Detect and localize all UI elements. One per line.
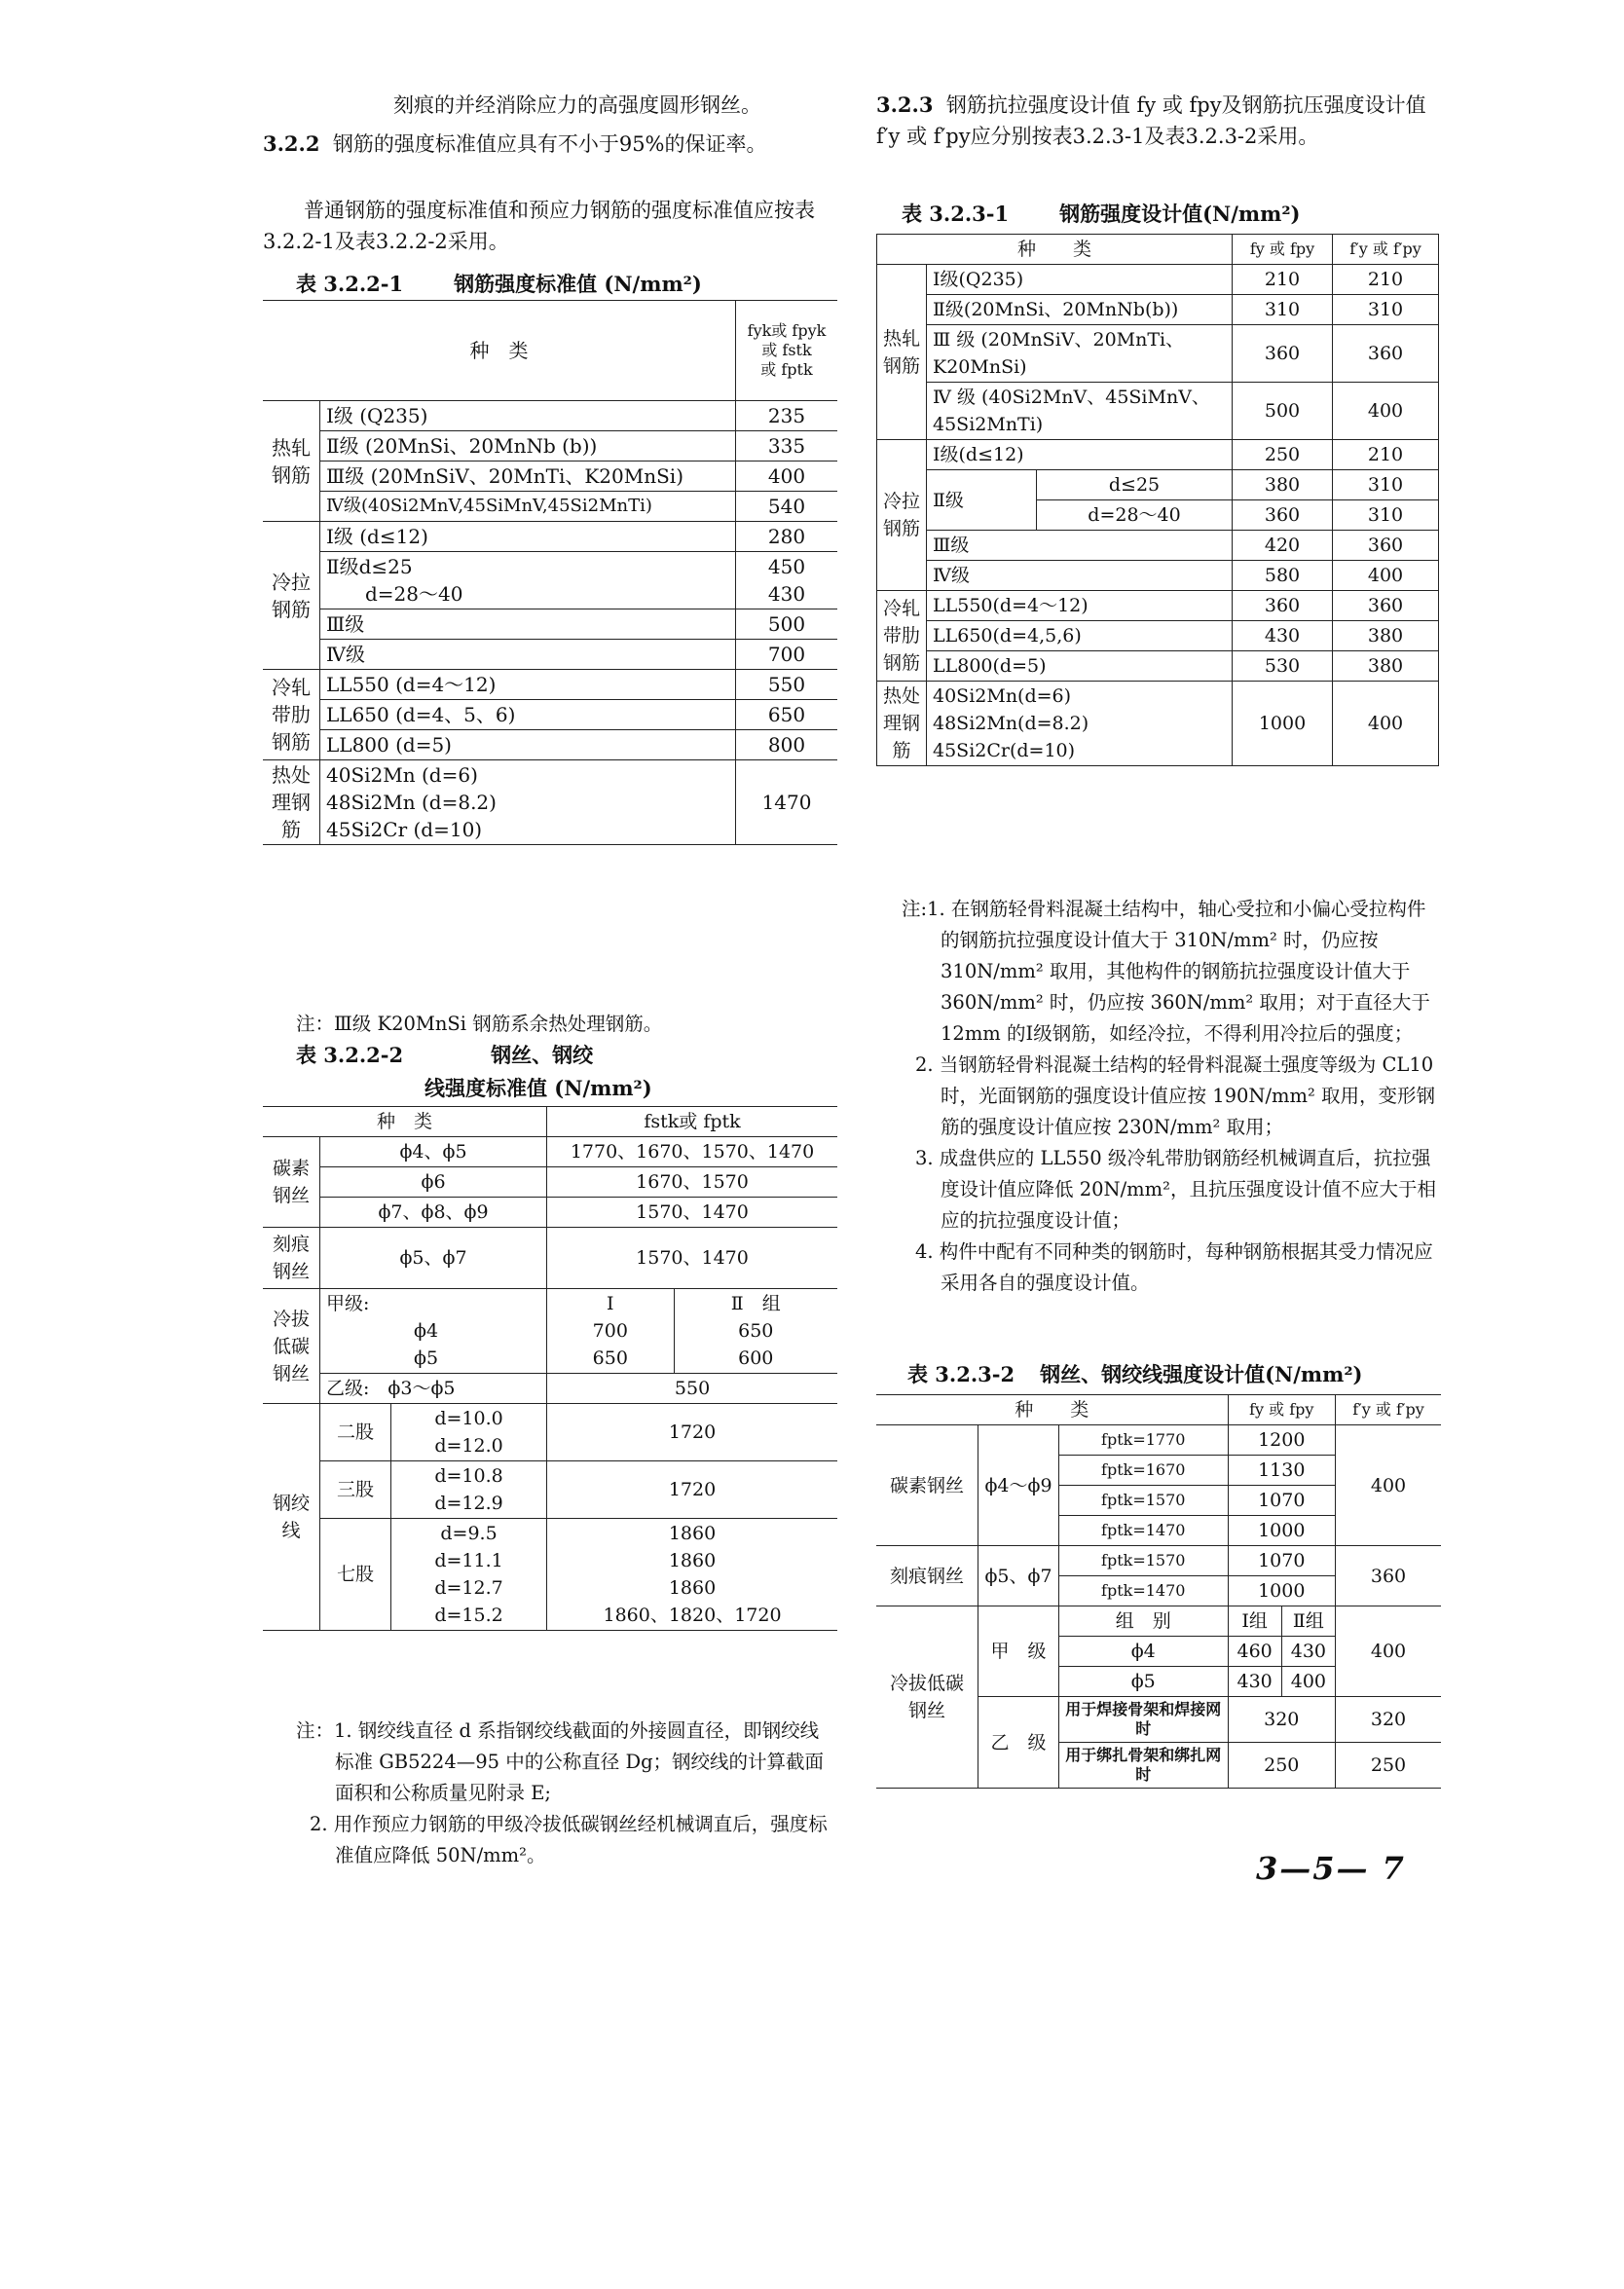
table-row	[263, 670, 837, 700]
table-row	[263, 1167, 837, 1198]
cell-diameter	[391, 1519, 547, 1631]
cell-group-2: Ⅱ组	[1281, 1606, 1335, 1637]
cell-value: 250	[1336, 1743, 1442, 1789]
cell-fptk: fptk=1570	[1059, 1486, 1229, 1516]
group-label: 冷轧带肋钢筋	[263, 670, 320, 760]
cell-value-line: 600	[738, 1348, 774, 1369]
cell-value: 540	[736, 492, 838, 522]
cell-type: ϕ6	[320, 1167, 547, 1198]
cell-type: 七股	[320, 1519, 391, 1631]
cell-value: 1070	[1228, 1546, 1336, 1576]
table-header-row	[263, 301, 837, 401]
cell-fptk: fptk=1570	[1059, 1546, 1229, 1576]
cell-line: d=11.1	[434, 1550, 503, 1571]
note-item: 2. 用作预应力钢筋的甲级冷拔低碳钢丝经机械调直后，强度标准值应降低 50N/mm²。	[310, 1813, 828, 1866]
table-number: 表 3.2.2-2	[296, 1043, 404, 1067]
cell-diameter	[391, 1461, 547, 1519]
cell-value: 1000	[1228, 1516, 1336, 1546]
cell-type-line: ϕ5	[414, 1348, 439, 1369]
cell-value: 430	[1281, 1637, 1335, 1667]
table-row	[877, 621, 1439, 651]
cell-line: d=12.0	[434, 1435, 503, 1457]
cell-value: 1770、1670、1570、1470	[547, 1137, 837, 1167]
note-item: 注：1. 钢绞线直径 d 系指钢绞线截面的外接圆直径，即钢绞线标准 GB5224—95 中的公称直径 Dg；钢绞线的计算截面面积和公称质量见附录 E;	[296, 1719, 825, 1804]
header-value	[736, 301, 838, 401]
cell-line: 1860、1820、1720	[603, 1605, 782, 1626]
cell-line: 1860	[668, 1523, 717, 1544]
cell-line: d=10.0	[434, 1408, 503, 1429]
cell-type: ϕ5、ϕ7	[320, 1228, 547, 1289]
page-number: 3—5— 7	[1256, 1850, 1406, 1887]
cell-value: 400	[1333, 561, 1439, 591]
cell-type: Ⅳ级(40Si2MnV,45SiMnV,45Si2MnTi)	[320, 492, 736, 522]
header-fy-prime: f′y 或 f′py	[1336, 1395, 1442, 1425]
cell-type: Ⅰ级 (Q235)	[320, 401, 736, 431]
cell-value: 430	[1228, 1667, 1281, 1697]
cell-fptk: fptk=1770	[1059, 1425, 1229, 1456]
table-row	[877, 325, 1439, 383]
cell-value: 1000	[1233, 682, 1333, 766]
header-value-line: 或 fstk	[761, 341, 812, 359]
cell-diameter: ϕ4	[1059, 1637, 1229, 1667]
table-row	[263, 1198, 837, 1228]
table-row	[876, 1606, 1441, 1637]
header-type: 种 类	[263, 301, 736, 401]
cell-value: 360	[1233, 500, 1333, 531]
cell-type-line: 40Si2Mn (d=6)	[326, 763, 478, 787]
table-number: 表 3.2.2-1	[296, 272, 404, 296]
table-row	[877, 591, 1439, 621]
cell-value: 1570、1470	[547, 1228, 837, 1289]
table-caption-line2: 线强度标准值 (N/mm²)	[424, 1076, 652, 1100]
cell-line: d=15.2	[434, 1605, 503, 1626]
cell-value-line: 450	[767, 555, 806, 578]
cell-subtype: d=28～40	[1037, 500, 1233, 531]
table-row	[263, 1374, 837, 1404]
header-type: 种 类	[877, 235, 1233, 265]
cell-value: 1130	[1228, 1456, 1336, 1486]
table-3-2-3-2	[876, 1394, 1441, 1789]
table-row	[263, 431, 837, 461]
cell-value: 380	[1333, 621, 1439, 651]
paragraph: 普通钢筋的强度标准值和预应力钢筋的强度标准值应按表3.2.2-1及表3.2.2-2采用。	[263, 199, 815, 253]
cell-value-line: Ⅰ	[607, 1293, 614, 1314]
cell-value: 420	[1233, 531, 1333, 561]
cell-diameter: ϕ4～ϕ9	[978, 1425, 1059, 1546]
cell-line: d=10.8	[434, 1465, 503, 1487]
table-row	[876, 1425, 1441, 1456]
header-type: 种 类	[263, 1107, 547, 1137]
group-label: 热轧钢筋	[263, 401, 320, 522]
cell-type: Ⅲ级	[320, 609, 736, 640]
table-3-2-3-1	[876, 234, 1439, 766]
cell-type-line: Ⅱ级d≤25	[326, 555, 413, 578]
table-row	[263, 1137, 837, 1167]
cell-type: Ⅲ级 (20MnSiV、20MnTi、K20MnSi)	[320, 461, 736, 492]
table-caption	[296, 269, 702, 298]
table-title: 钢丝、钢绞线强度设计值(N/mm²)	[1040, 1362, 1363, 1386]
cell-type: Ⅳ 级 (40Si2MnV、45SiMnV、45Si2MnTi)	[927, 383, 1233, 440]
group-label: 冷拉钢筋	[877, 440, 927, 591]
cell-value: 1000	[1228, 1576, 1336, 1606]
cell-value	[547, 1289, 674, 1374]
cell-diameter: ϕ5、ϕ7	[978, 1546, 1059, 1606]
table-row	[877, 440, 1439, 470]
cell-grade: 甲 级	[978, 1606, 1059, 1697]
table-row	[877, 651, 1439, 682]
paragraph-line: 刻痕的并经消除应力的高强度圆形钢丝。	[393, 93, 761, 117]
cell-value: 460	[1228, 1637, 1281, 1667]
cell-usage: 用于绑扎骨架和绑扎网时	[1059, 1743, 1229, 1789]
header-value-line: fyk或 fpyk	[747, 321, 827, 340]
cell-value: 1670、1570	[547, 1167, 837, 1198]
cell-type-line: 45Si2Cr(d=10)	[933, 740, 1076, 761]
cell-value: 1470	[736, 760, 838, 845]
cell-grade: 乙 级	[978, 1697, 1059, 1789]
cell-type-line: 48Si2Mn(d=8.2)	[933, 713, 1089, 734]
cell-type: Ⅱ级 (20MnSi、20MnNb (b))	[320, 431, 736, 461]
table-row	[263, 461, 837, 492]
table-notes	[296, 1716, 837, 1871]
header-value-line: 或 fptk	[760, 360, 813, 379]
cell-value-line: 650	[592, 1348, 628, 1369]
table-title: 钢丝、钢绞	[491, 1043, 594, 1067]
cell-type-line: d=28～40	[365, 582, 463, 606]
table-title: 钢筋强度设计值(N/mm²)	[1059, 202, 1301, 226]
cell-type	[927, 682, 1233, 766]
table-row	[263, 609, 837, 640]
note-item: 注:1. 在钢筋轻骨料混凝土结构中，轴心受拉和小偏心受拉构件的钢筋抗拉强度设计值大于 310N/mm² 时，仍应按 310N/mm² 取用，其他构件的钢筋抗拉强度设计值大于 360N/mm² 时，仍应按 360N/mm² 取用；对于直径大于 12mm 的Ⅰ级钢筋，如经冷拉，不得利用冷拉后的强度；	[902, 898, 1430, 1045]
cell-value: 310	[1333, 500, 1439, 531]
header-fy: fy 或 fpy	[1233, 235, 1333, 265]
cell-type: ϕ4、ϕ5	[320, 1137, 547, 1167]
cell-type: Ⅳ级	[927, 561, 1233, 591]
table-note: 注：Ⅲ级 K20MnSi 钢筋系余热处理钢筋。	[296, 1013, 663, 1035]
cell-line: d=12.7	[434, 1577, 503, 1599]
table-row	[263, 492, 837, 522]
cell-type-line: 48Si2Mn (d=8.2)	[326, 791, 497, 814]
note-item: 3. 成盘供应的 LL550 级冷轧带肋钢筋经机械调直后，抗拉强度设计值应降低 20N/mm²，且抗压强度设计值不应大于相应的抗拉强度设计值；	[915, 1147, 1436, 1232]
cell-value: 210	[1233, 265, 1333, 295]
cell-value: 1720	[547, 1404, 837, 1461]
section-text: 钢筋抗拉强度设计值 fy 或 fpy及钢筋抗压强度设计值 f′y 或 f′py应分别按表3.2.3-1及表3.2.3-2采用。	[876, 93, 1426, 148]
cell-value: 800	[736, 730, 838, 760]
cell-value: 210	[1333, 440, 1439, 470]
cell-value	[674, 1289, 837, 1374]
table-3-2-2-1	[263, 300, 837, 845]
cell-fptk: fptk=1670	[1059, 1456, 1229, 1486]
cell-value: 500	[1233, 383, 1333, 440]
group-label: 热处理钢筋	[877, 682, 927, 766]
group-label: 刻痕钢丝	[263, 1228, 320, 1289]
table-3-2-2-2	[263, 1106, 837, 1631]
cell-value: 310	[1333, 470, 1439, 500]
header-fy-prime: f′y 或 f′py	[1333, 235, 1439, 265]
cell-value: 530	[1233, 651, 1333, 682]
header-type: 种 类	[876, 1395, 1228, 1425]
table-header-row	[876, 1395, 1441, 1425]
note-item: 2. 当钢筋轻骨料混凝土结构的轻骨料混凝土强度等级为 CL10 时，光面钢筋的强度设计值应按 190N/mm² 取用，变形钢筋的强度设计值应按 230N/mm² 取用；	[915, 1053, 1436, 1138]
cell-value: 280	[736, 522, 838, 552]
cell-value: 1200	[1228, 1425, 1336, 1456]
section-3-2-2	[263, 129, 837, 160]
cell-value: 360	[1233, 325, 1333, 383]
cell-type	[320, 760, 736, 845]
table-row	[877, 682, 1439, 766]
cell-type: LL800 (d=5)	[320, 730, 736, 760]
section-number: 3.2.3	[876, 92, 934, 117]
cell-type-line: 45Si2Cr (d=10)	[326, 818, 483, 841]
cell-value: 400	[1333, 383, 1439, 440]
table-row	[263, 1461, 837, 1519]
cell-value: 320	[1336, 1697, 1442, 1743]
header-fy: fy 或 fpy	[1228, 1395, 1336, 1425]
table-row	[263, 730, 837, 760]
cell-type: Ⅰ级(d≤12)	[927, 440, 1233, 470]
cell-value: 550	[547, 1374, 837, 1404]
cell-type: 三股	[320, 1461, 391, 1519]
cell-type	[320, 552, 736, 609]
table-row	[263, 760, 837, 845]
cell-type: 乙级: ϕ3～ϕ5	[320, 1374, 547, 1404]
table-row	[263, 401, 837, 431]
table-title: 钢筋强度标准值 (N/mm²)	[454, 272, 702, 296]
table-row	[877, 265, 1439, 295]
section-number: 3.2.2	[263, 131, 320, 156]
cell-type-line: ϕ4	[414, 1320, 439, 1342]
group-label: 热轧钢筋	[877, 265, 927, 440]
cell-group-1: Ⅰ组	[1228, 1606, 1281, 1637]
group-label: 热处理钢筋	[263, 760, 320, 845]
cell-diameter: ϕ5	[1059, 1667, 1229, 1697]
cell-fptk: fptk=1470	[1059, 1576, 1229, 1606]
cell-value: 1070	[1228, 1486, 1336, 1516]
table-row	[877, 295, 1439, 325]
cell-type: Ⅰ级(Q235)	[927, 265, 1233, 295]
cell-type: Ⅲ 级 (20MnSiV、20MnTi、K20MnSi)	[927, 325, 1233, 383]
table-row	[263, 552, 837, 609]
cell-type: LL650(d=4,5,6)	[927, 621, 1233, 651]
cell-diameter	[391, 1404, 547, 1461]
cell-value: 360	[1333, 591, 1439, 621]
cell-type: LL550 (d=4～12)	[320, 670, 736, 700]
cell-fptk: fptk=1470	[1059, 1516, 1229, 1546]
table-row	[263, 1519, 837, 1631]
cell-value: 400	[736, 461, 838, 492]
cell-value: 310	[1333, 295, 1439, 325]
cell-value-line: 430	[767, 582, 806, 606]
cell-value: 360	[1233, 591, 1333, 621]
cell-value: 580	[1233, 561, 1333, 591]
group-label: 冷轧带肋钢筋	[877, 591, 927, 682]
table-notes	[902, 894, 1439, 1299]
cell-value: 250	[1228, 1743, 1336, 1789]
table-row	[876, 1546, 1441, 1576]
cell-value: 700	[736, 640, 838, 670]
table-row	[263, 1289, 837, 1374]
cell-value: 400	[1336, 1606, 1442, 1697]
cell-value: 650	[736, 700, 838, 730]
cell-value: 1720	[547, 1461, 837, 1519]
cell-value: 1570、1470	[547, 1198, 837, 1228]
cell-type	[320, 1289, 547, 1374]
cell-value: 400	[1336, 1425, 1442, 1546]
header-value: fstk或 fptk	[547, 1107, 837, 1137]
cell-type: LL650 (d=4、5、6)	[320, 700, 736, 730]
cell-value: 430	[1233, 621, 1333, 651]
cell-type: Ⅱ级(20MnSi、20MnNb(b))	[927, 295, 1233, 325]
table-row	[263, 700, 837, 730]
cell-type: Ⅳ级	[320, 640, 736, 670]
cell-type: LL800(d=5)	[927, 651, 1233, 682]
table-row	[877, 561, 1439, 591]
table-number: 表 3.2.3-1	[902, 202, 1010, 226]
cell-subtype: d≤25	[1037, 470, 1233, 500]
cell-value: 320	[1228, 1697, 1336, 1743]
table-row	[263, 522, 837, 552]
cell-line: d=12.9	[434, 1493, 503, 1514]
cell-value: 380	[1233, 470, 1333, 500]
group-label: 冷拔低碳钢丝	[876, 1606, 978, 1789]
cell-type: Ⅱ级	[927, 470, 1037, 531]
cell-value: 210	[1333, 265, 1439, 295]
cell-value: 550	[736, 670, 838, 700]
cell-value: 310	[1233, 295, 1333, 325]
group-label: 碳素钢丝	[263, 1137, 320, 1228]
cell-value-line: Ⅱ 组	[730, 1293, 781, 1314]
group-label: 冷拔低碳钢丝	[263, 1289, 320, 1404]
cell-type-line: 甲级:	[326, 1293, 370, 1314]
cell-value: 380	[1333, 651, 1439, 682]
cell-type: LL550(d=4～12)	[927, 591, 1233, 621]
cell-value-line: 650	[738, 1320, 774, 1342]
section-3-2-3	[876, 90, 1441, 152]
cell-value: 400	[1333, 682, 1439, 766]
cell-value: 360	[1333, 325, 1439, 383]
table-row	[263, 1404, 837, 1461]
group-label: 冷拉钢筋	[263, 522, 320, 670]
cell-value-line: 700	[592, 1320, 628, 1342]
cell-value	[547, 1519, 837, 1631]
cell-group-header: 组 别	[1059, 1606, 1229, 1637]
table-row	[877, 383, 1439, 440]
cell-value: 360	[1336, 1546, 1442, 1606]
cell-value: 360	[1333, 531, 1439, 561]
cell-type-line: 40Si2Mn(d=6)	[933, 685, 1072, 707]
table-header-row	[263, 1107, 837, 1137]
cell-usage: 用于焊接骨架和焊接网时	[1059, 1697, 1229, 1743]
table-caption	[296, 1040, 593, 1069]
cell-value: 335	[736, 431, 838, 461]
section-text: 钢筋的强度标准值应具有不小于95%的保证率。	[332, 132, 767, 156]
group-label: 碳素钢丝	[876, 1425, 978, 1546]
cell-value: 235	[736, 401, 838, 431]
table-row	[263, 640, 837, 670]
group-label: 钢绞线	[263, 1404, 320, 1631]
group-label: 刻痕钢丝	[876, 1546, 978, 1606]
cell-type: Ⅲ级	[927, 531, 1233, 561]
table-row	[877, 470, 1439, 500]
table-row	[263, 1228, 837, 1289]
cell-value	[736, 552, 838, 609]
cell-line: d=9.5	[440, 1523, 498, 1544]
cell-value: 250	[1233, 440, 1333, 470]
table-number: 表 3.2.3-2	[907, 1362, 1015, 1386]
cell-value: 500	[736, 609, 838, 640]
table-caption	[907, 1359, 1362, 1388]
note-item: 4. 构件中配有不同种类的钢筋时，每种钢筋根据其受力情况应采用各自的强度设计值。	[915, 1240, 1433, 1294]
table-row	[877, 531, 1439, 561]
cell-line: 1860	[668, 1577, 717, 1599]
cell-line: 1860	[668, 1550, 717, 1571]
cell-type: Ⅰ级 (d≤12)	[320, 522, 736, 552]
table-header-row	[877, 235, 1439, 265]
cell-value: 400	[1281, 1667, 1335, 1697]
cell-type: 二股	[320, 1404, 391, 1461]
cell-type: ϕ7、ϕ8、ϕ9	[320, 1198, 547, 1228]
table-caption	[902, 199, 1300, 228]
